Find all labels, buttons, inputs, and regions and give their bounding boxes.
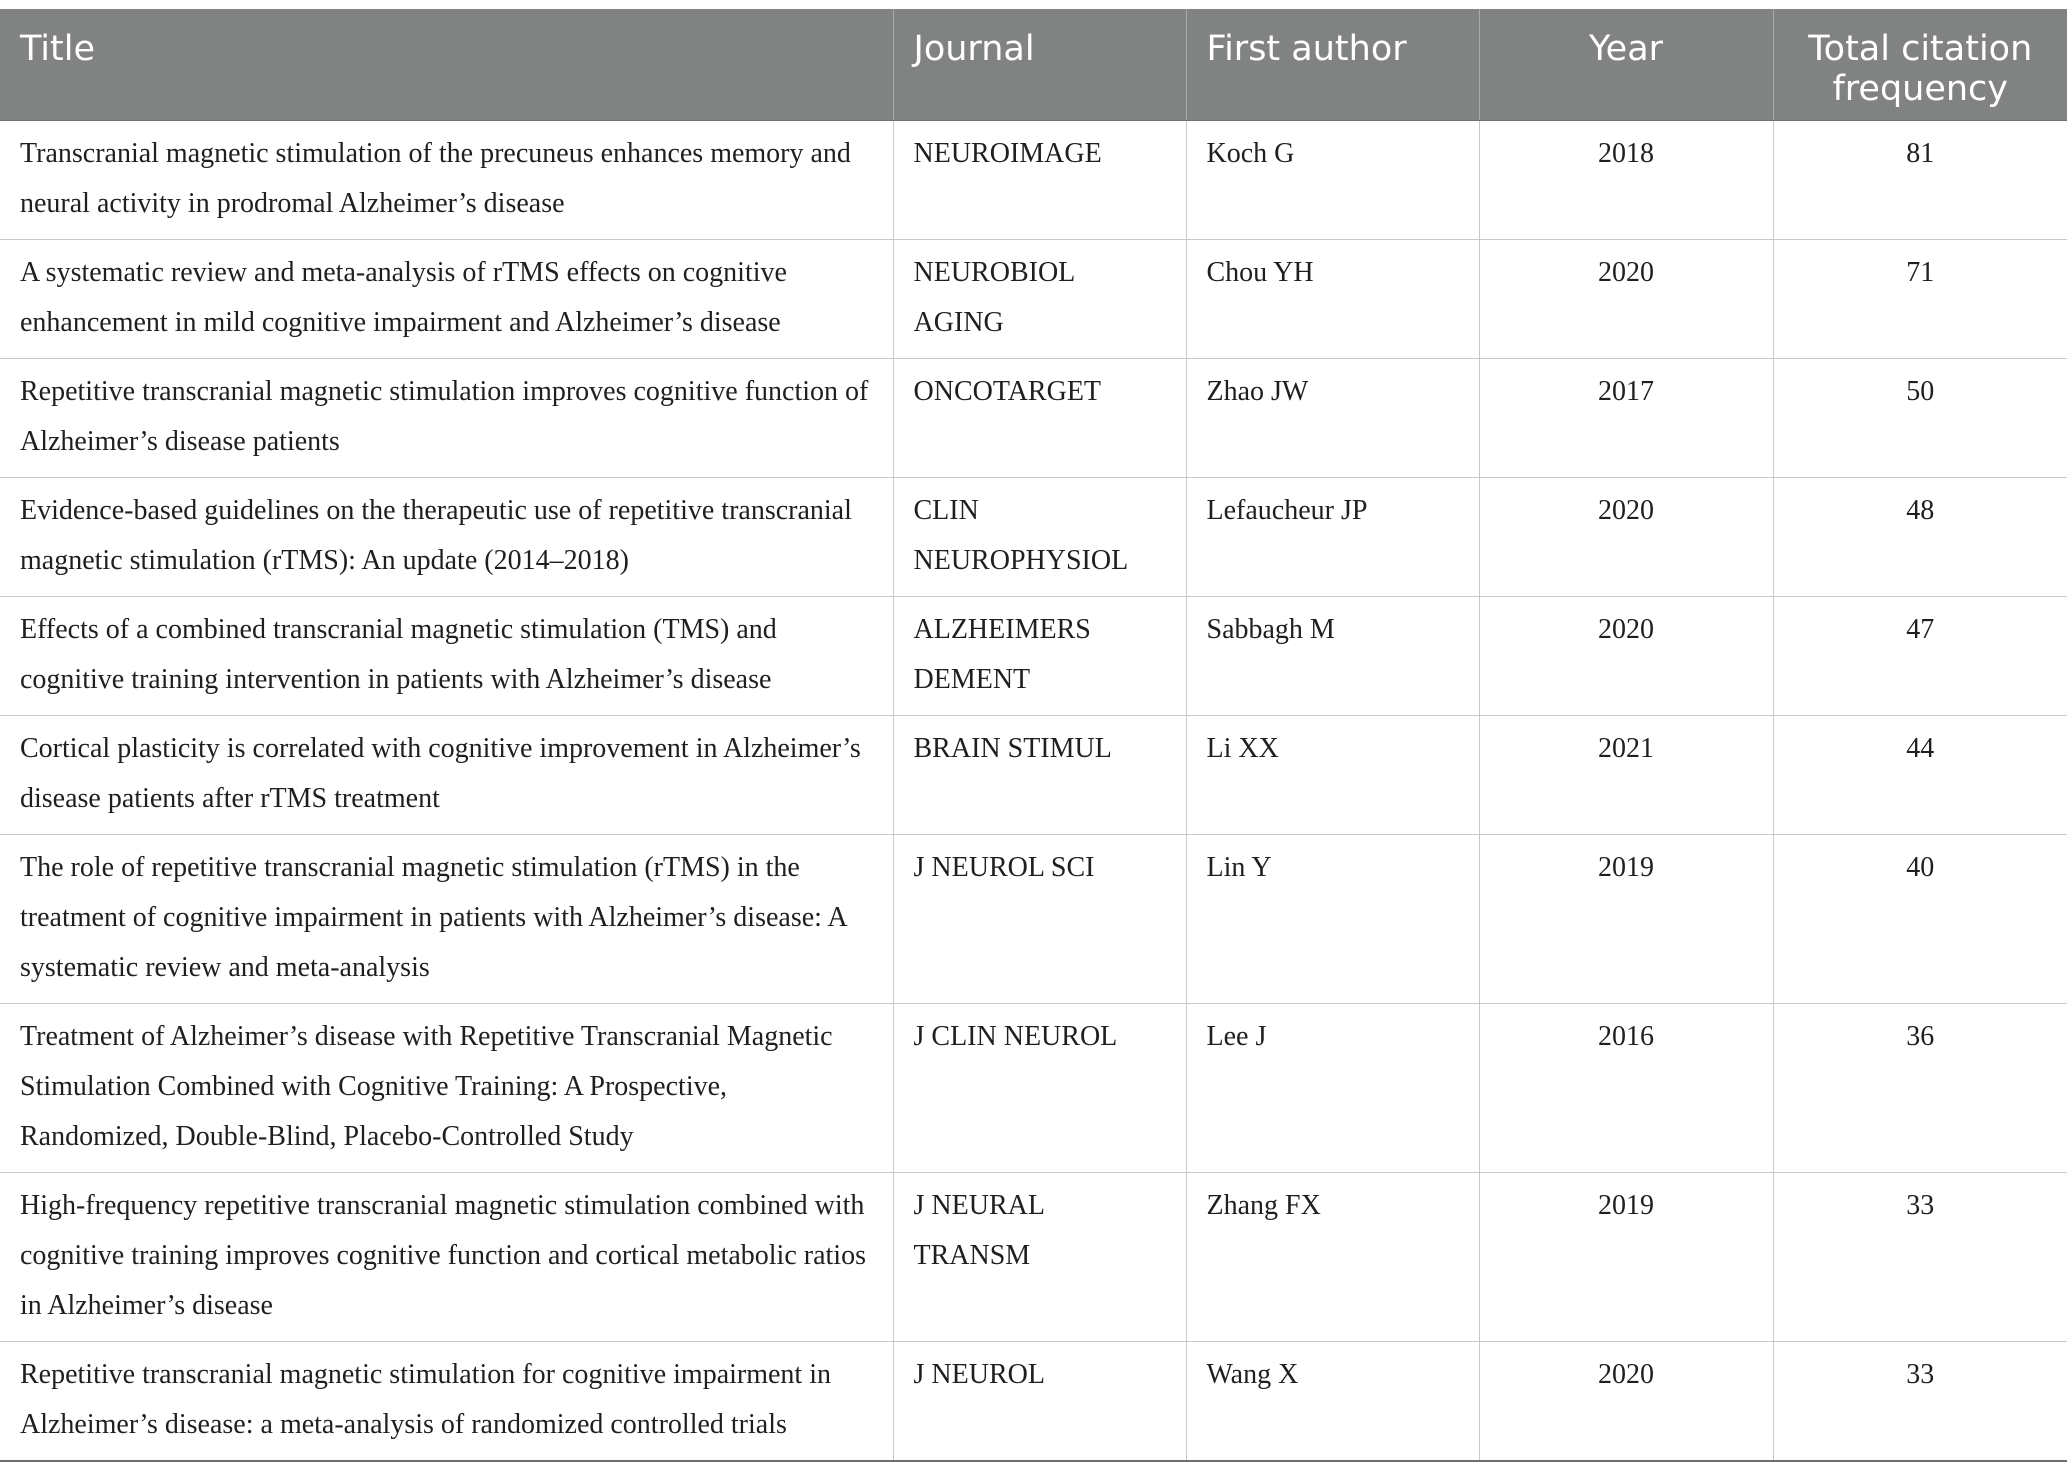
cell-citations: 36 xyxy=(1773,1003,2067,1172)
cell-first-author: Zhao JW xyxy=(1186,358,1479,477)
cell-first-author: Wang X xyxy=(1186,1341,1479,1461)
table-row xyxy=(0,715,2067,834)
table-row xyxy=(0,1172,2067,1341)
cell-title: High-frequency repetitive transcranial magnetic stimulation combined with cognitive training improves cognitive function and cortical metabolic ratios in Alzheimer’s disease xyxy=(0,1172,893,1341)
cell-first-author: Koch G xyxy=(1186,120,1479,239)
table-row xyxy=(0,834,2067,1003)
cell-journal: J NEURAL TRANSM xyxy=(893,1172,1186,1341)
cell-journal: ONCOTARGET xyxy=(893,358,1186,477)
cell-first-author: Li XX xyxy=(1186,715,1479,834)
cell-first-author: Lefaucheur JP xyxy=(1186,477,1479,596)
header-first-author: First author xyxy=(1186,9,1479,120)
citation-table xyxy=(0,9,2067,1462)
cell-citations: 33 xyxy=(1773,1172,2067,1341)
cell-citations: 33 xyxy=(1773,1341,2067,1461)
cell-title: Repetitive transcranial magnetic stimulation improves cognitive function of Alzheimer’s disease patients xyxy=(0,358,893,477)
cell-journal: J NEUROL SCI xyxy=(893,834,1186,1003)
cell-title: Repetitive transcranial magnetic stimulation for cognitive impairment in Alzheimer’s disease: a meta-analysis of randomized controlled trials xyxy=(0,1341,893,1461)
table-row xyxy=(0,358,2067,477)
table-row xyxy=(0,120,2067,239)
cell-year: 2020 xyxy=(1479,596,1773,715)
cell-title: Effects of a combined transcranial magnetic stimulation (TMS) and cognitive training intervention in patients with Alzheimer’s disease xyxy=(0,596,893,715)
cell-year: 2020 xyxy=(1479,239,1773,358)
cell-title: The role of repetitive transcranial magnetic stimulation (rTMS) in the treatment of cognitive impairment in patients with Alzheimer’s disease: A systematic review and meta-analysis xyxy=(0,834,893,1003)
cell-citations: 81 xyxy=(1773,120,2067,239)
table-header xyxy=(0,9,2067,120)
table-body xyxy=(0,120,2067,1461)
cell-journal: J CLIN NEUROL xyxy=(893,1003,1186,1172)
cell-citations: 48 xyxy=(1773,477,2067,596)
cell-journal: BRAIN STIMUL xyxy=(893,715,1186,834)
cell-first-author: Lee J xyxy=(1186,1003,1479,1172)
header-row xyxy=(0,9,2067,120)
table-row xyxy=(0,477,2067,596)
cell-journal: J NEUROL xyxy=(893,1341,1186,1461)
header-year: Year xyxy=(1479,9,1773,120)
cell-journal: NEUROBIOL AGING xyxy=(893,239,1186,358)
table-row xyxy=(0,596,2067,715)
cell-journal: NEUROIMAGE xyxy=(893,120,1186,239)
cell-citations: 40 xyxy=(1773,834,2067,1003)
cell-first-author: Lin Y xyxy=(1186,834,1479,1003)
cell-citations: 71 xyxy=(1773,239,2067,358)
cell-journal: ALZHEIMERS DEMENT xyxy=(893,596,1186,715)
cell-title: A systematic review and meta-analysis of rTMS effects on cognitive enhancement in mild cognitive impairment and Alzheimer’s disease xyxy=(0,239,893,358)
table-row xyxy=(0,239,2067,358)
cell-citations: 44 xyxy=(1773,715,2067,834)
cell-first-author: Sabbagh M xyxy=(1186,596,1479,715)
cell-title: Evidence-based guidelines on the therapeutic use of repetitive transcranial magnetic stimulation (rTMS): An update (2014–2018) xyxy=(0,477,893,596)
cell-year: 2019 xyxy=(1479,834,1773,1003)
cell-year: 2020 xyxy=(1479,477,1773,596)
header-title: Title xyxy=(0,9,893,120)
header-total-citation-frequency: Total citation frequency xyxy=(1773,9,2067,120)
cell-year: 2019 xyxy=(1479,1172,1773,1341)
cell-year: 2016 xyxy=(1479,1003,1773,1172)
cell-title: Cortical plasticity is correlated with cognitive improvement in Alzheimer’s disease patients after rTMS treatment xyxy=(0,715,893,834)
cell-citations: 50 xyxy=(1773,358,2067,477)
cell-citations: 47 xyxy=(1773,596,2067,715)
cell-year: 2021 xyxy=(1479,715,1773,834)
header-journal: Journal xyxy=(893,9,1186,120)
cell-year: 2018 xyxy=(1479,120,1773,239)
cell-year: 2017 xyxy=(1479,358,1773,477)
cell-journal: CLIN NEUROPHYSIOL xyxy=(893,477,1186,596)
table-row xyxy=(0,1003,2067,1172)
cell-first-author: Chou YH xyxy=(1186,239,1479,358)
cell-title: Treatment of Alzheimer’s disease with Repetitive Transcranial Magnetic Stimulation Combined with Cognitive Training: A Prospective, Randomized, Double-Blind, Placebo-Controlled Study xyxy=(0,1003,893,1172)
cell-year: 2020 xyxy=(1479,1341,1773,1461)
cell-first-author: Zhang FX xyxy=(1186,1172,1479,1341)
cell-title: Transcranial magnetic stimulation of the precuneus enhances memory and neural activity in prodromal Alzheimer’s disease xyxy=(0,120,893,239)
